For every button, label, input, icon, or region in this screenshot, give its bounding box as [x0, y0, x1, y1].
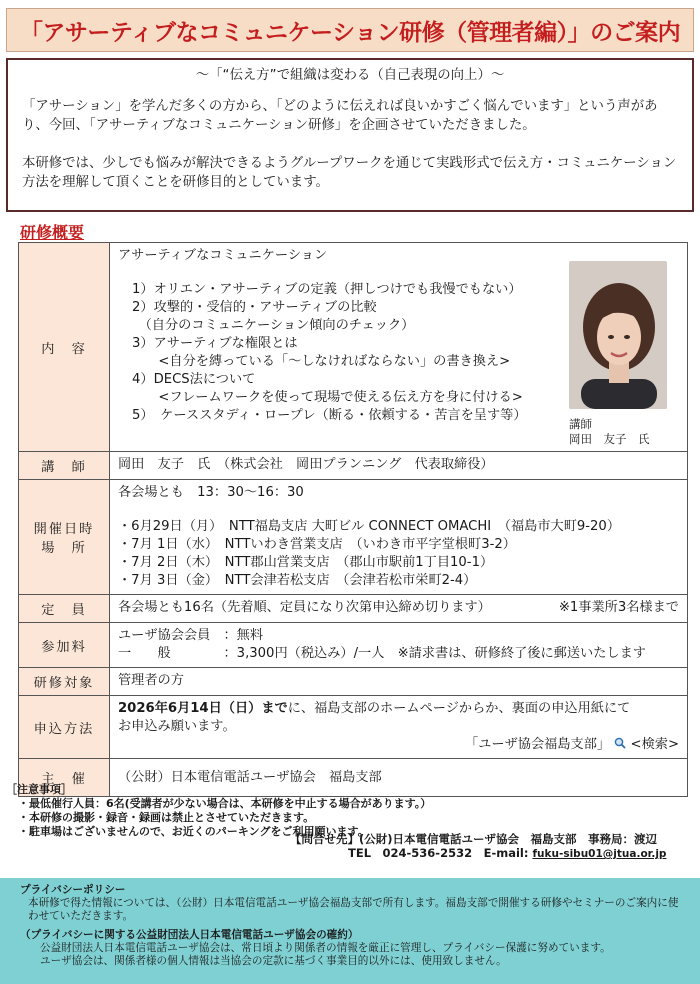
schedule-row: ・6月29日（月） NTT福島支店 大町ビル CONNECT OMACHI （福島市大町9-20） [118, 519, 621, 534]
row-apply [19, 696, 688, 759]
privacy-heading: プライバシーポリシー [20, 884, 126, 896]
course-title: アサーティブなコミュニケーション [118, 248, 328, 263]
title-bar [6, 8, 694, 52]
value-apply [110, 696, 688, 759]
search-icon [614, 737, 626, 749]
photo-caption-name: 岡田 友子 氏 [569, 432, 650, 446]
portrait-image [569, 261, 667, 409]
notes-section [6, 783, 694, 839]
schedule-row: ・7月 1日（水） NTTいわき営業支店 （いわき市平字堂根町3-2） [118, 537, 516, 552]
row-instructor [19, 452, 688, 480]
privacy-body-2a: 公益財団法人日本電信電話ユーザ協会は、常日頃より関係者の情報を厳正に管理し、プライバシー保護に努めています。 [40, 942, 611, 954]
instructor-photo-column [569, 247, 679, 447]
content-item: 4）DECS法について [132, 372, 256, 387]
privacy-policy-box [0, 878, 700, 984]
instructor-photo [569, 261, 667, 409]
label-target: 研修対象 [19, 668, 110, 696]
value-capacity [110, 595, 688, 623]
value-target: 管理者の方 [110, 668, 688, 696]
intro-subtitle: ～「“伝え方”で組織は変わる（自己表現の向上）～ [195, 68, 505, 83]
content-item: <自分を縛っている「～しなければならない」の書き換え> [132, 354, 511, 369]
label-fee: 参加料 [19, 623, 110, 668]
label-content: 内 容 [19, 243, 110, 452]
content-list [118, 247, 558, 447]
row-target [19, 668, 688, 696]
intro-paragraph-1: 「アサーション」を学んだ多くの方から、「どのように伝えれば良いかすごく悩んでいます」という声があり、今回、「アサーティブなコミュニケーション研修」を企画させていただきました。 [22, 99, 658, 133]
label-schedule [19, 480, 110, 595]
content-item: （自分のコミュニケーション傾向のチェック） [132, 318, 415, 333]
row-content [19, 243, 688, 452]
fee-general: 一 般 ：3,300円（税込み）/一人 ※請求書は、研修終了後に郵送いたします [118, 646, 646, 661]
row-fee [19, 623, 688, 668]
apply-search-suffix: <検索> [630, 737, 679, 752]
value-organizer: （公財）日本電信電話ユーザ協会 福島支部 [110, 759, 688, 797]
notes-heading: ［注意事項］ [6, 783, 72, 796]
contact-line-2 [290, 846, 690, 861]
row-capacity [19, 595, 688, 623]
contact-email[interactable]: fuku-sibu01@jtua.or.jp [532, 848, 667, 860]
section-heading-overview: 研修概要 [20, 223, 85, 242]
privacy-heading-2: （プライバシーに関する公益財団法人日本電信電話ユーザ協会の確約） [20, 929, 359, 941]
apply-search-term: 「ユーザ協会福島支部」 [465, 737, 611, 752]
privacy-body: 本研修で得た情報については、（公財）日本電信電話ユーザ協会福島支部で所有します。福島支部で開催する研修やセミナーのご案内に使わせていただきます。 [28, 897, 679, 922]
content-item: 2）攻撃的・受信的・アサーティブの比較 [132, 300, 377, 315]
value-instructor: 岡田 友子 氏 （株式会社 岡田プランニング 代表取締役） [110, 452, 688, 480]
overview-table [18, 242, 688, 797]
capacity-note: ※1事業所3名様まで [558, 600, 679, 615]
apply-deadline: 2026年6月14日（日）まで [118, 701, 288, 716]
apply-text-2: お申込み願います。 [118, 719, 236, 734]
schedule-row: ・7月 2日（木） NTT郡山営業支店 （郡山市駅前1丁目10-1） [118, 555, 494, 570]
value-content [110, 243, 688, 452]
intro-paragraph-2: 本研修では、少しでも悩みが解決できるようグループワークを通じて実践形式で伝え方・コミュニケーション方法を理解して頂くことを研修目的としています。 [22, 156, 677, 190]
label-schedule-line1: 開催日時 [33, 522, 95, 537]
note-item: ・最低催行人員：6名(受講者が少ない場合は、本研修を中止する場合があります。） [18, 797, 432, 810]
value-fee [110, 623, 688, 668]
photo-caption [569, 417, 679, 447]
contact-line-1: 【問合せ先】(公財)日本電信電話ユーザ協会 福島支部 事務局：渡辺 [290, 832, 658, 846]
note-item: ・本研修の撮影・録音・録画は禁止とさせていただきます。 [18, 811, 315, 824]
row-schedule [19, 480, 688, 595]
content-item: <フレームワークを使って現場で使える伝え方を身に付ける> [132, 390, 523, 405]
photo-caption-role: 講師 [569, 417, 592, 431]
capacity-value: 各会場とも16名（先着順、定員になり次第申込締め切ります） [118, 600, 491, 615]
contact-tel: TEL 024-536-2532 E-mail: [348, 846, 529, 860]
fee-member: ユーザ協会会員 ：無料 [118, 628, 264, 643]
content-item: 5） ケーススタディ・ロープレ（断る・依頼する・苦言を呈す等） [132, 408, 527, 423]
intro-box [6, 58, 694, 212]
privacy-body-2b: ユーザ協会は、関係者様の個人情報は当協会の定款に基づく事業目的以外には、使用致しません。 [40, 955, 507, 967]
apply-text-1: に、福島支部のホームページからか、裏面の申込用紙にて [287, 701, 631, 716]
content-item: 3）アサーティブな権限とは [132, 336, 298, 351]
note-item: ・駐車場はございませんので、お近くのパーキングをご利用願います。 [18, 825, 369, 838]
value-schedule [110, 480, 688, 595]
label-apply: 申込方法 [19, 696, 110, 759]
label-schedule-line2: 場 所 [41, 541, 87, 556]
label-capacity: 定 員 [19, 595, 110, 623]
apply-search [118, 736, 679, 754]
label-instructor: 講 師 [19, 452, 110, 480]
apply-line-1 [118, 700, 679, 718]
content-item: 1）オリエン・アサーティブの定義（押しつけでも我慢でもない） [132, 282, 522, 297]
schedule-time: 各会場とも 13：30～16：30 [118, 485, 304, 500]
page-title: 「アサーティブなコミュニケーション研修（管理者編）」のご案内 [19, 19, 681, 46]
contact-section [290, 832, 690, 861]
label-organizer: 主 催 [19, 759, 110, 797]
schedule-row: ・7月 3日（金） NTT会津若松支店 （会津若松市栄町2-4） [118, 573, 477, 588]
